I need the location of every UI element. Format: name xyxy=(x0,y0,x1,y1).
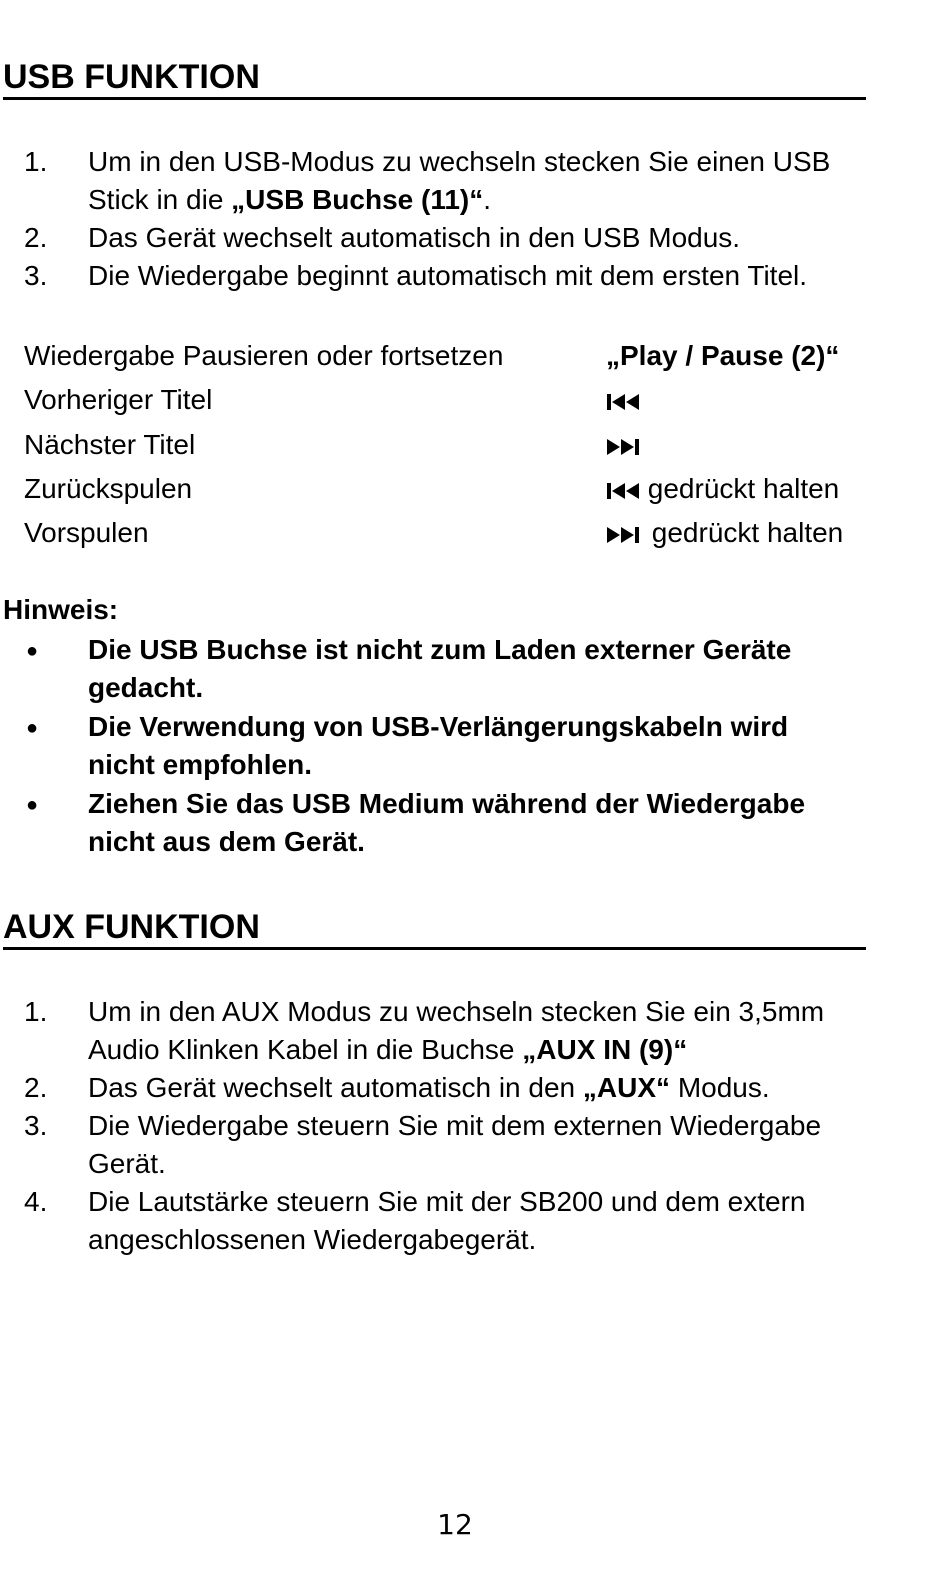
bullet-icon: ● xyxy=(26,717,39,739)
control-previous-label: Vorheriger Titel xyxy=(24,384,213,415)
aux-step-1-text: Audio Klinken Kabel in die Buchse xyxy=(88,1034,523,1065)
aux-step-2-number: 2. xyxy=(24,1072,48,1103)
control-pause-value: „Play / Pause (2)“ xyxy=(606,340,840,371)
next-track-icon xyxy=(606,436,644,458)
usb-step-1-line-2 xyxy=(88,184,491,216)
page-number: 12 xyxy=(437,1508,473,1541)
aux-step-2-line xyxy=(88,1072,770,1104)
note-2-line-1: Die Verwendung von USB-Verlängerungskabeln wird xyxy=(88,711,789,742)
control-pause-label: Wiedergabe Pausieren oder fortsetzen xyxy=(24,340,504,371)
aux-step-4-number: 4. xyxy=(24,1186,48,1217)
usb-step-1-text: Stick in die xyxy=(88,184,232,215)
control-previous-value xyxy=(606,384,640,416)
usb-step-3-text: Die Wiedergabe beginnt automatisch mit dem ersten Titel. xyxy=(88,260,808,291)
aux-step-1-number: 1. xyxy=(24,996,48,1027)
aux-step-4-line-1: Die Lautstärke steuern Sie mit der SB200 und dem extern xyxy=(88,1186,806,1217)
previous-track-icon xyxy=(606,480,640,502)
aux-step-3-line-2: Gerät. xyxy=(88,1148,166,1179)
usb-section-heading: USB FUNKTION xyxy=(3,60,866,100)
note-2-line-2: nicht empfohlen. xyxy=(88,749,312,780)
note-3-line-1: Ziehen Sie das USB Medium während der Wiedergabe xyxy=(88,788,806,819)
control-next-label: Nächster Titel xyxy=(24,429,196,460)
aux-step-2-text: Das Gerät wechselt automatisch in den xyxy=(88,1072,583,1103)
aux-socket-label: „AUX IN (9)“ xyxy=(522,1034,688,1065)
control-rewind-suffix: gedrückt halten xyxy=(640,473,840,504)
usb-step-1-end: . xyxy=(483,184,492,215)
aux-step-2-end: Modus. xyxy=(670,1072,770,1103)
aux-step-1-line-2 xyxy=(88,1034,687,1066)
aux-step-1-line-1: Um in den AUX Modus zu wechseln stecken Sie ein 3,5mm xyxy=(88,996,825,1027)
control-next-value xyxy=(606,429,644,461)
bullet-icon: ● xyxy=(26,640,39,662)
aux-mode-label: „AUX“ xyxy=(582,1072,671,1103)
note-title: Hinweis: xyxy=(3,594,119,625)
usb-step-3-number: 3. xyxy=(24,260,48,291)
control-forward-suffix: gedrückt halten xyxy=(644,517,844,548)
note-1-line-2: gedacht. xyxy=(88,672,204,703)
usb-step-2-number: 2. xyxy=(24,222,48,253)
aux-step-3-line-1: Die Wiedergabe steuern Sie mit dem externen Wiedergabe xyxy=(88,1110,822,1141)
next-track-icon xyxy=(606,524,644,546)
note-3-line-2: nicht aus dem Gerät. xyxy=(88,826,365,857)
control-rewind-label: Zurückspulen xyxy=(24,473,193,504)
usb-step-1-line-1: Um in den USB-Modus zu wechseln stecken Sie einen USB xyxy=(88,146,831,177)
aux-section-heading: AUX FUNKTION xyxy=(3,910,866,950)
usb-step-1-number: 1. xyxy=(24,146,48,177)
aux-step-3-number: 3. xyxy=(24,1110,48,1141)
note-1-line-1: Die USB Buchse ist nicht zum Laden externer Geräte xyxy=(88,634,792,665)
aux-step-4-line-2: angeschlossenen Wiedergabegerät. xyxy=(88,1224,537,1255)
usb-socket-label: „USB Buchse (11)“ xyxy=(231,184,484,215)
control-rewind-value xyxy=(606,473,839,505)
control-forward-value xyxy=(606,517,843,549)
usb-step-2-text: Das Gerät wechselt automatisch in den USB Modus. xyxy=(88,222,741,253)
previous-track-icon xyxy=(606,391,640,413)
bullet-icon: ● xyxy=(26,794,39,816)
control-forward-label: Vorspulen xyxy=(24,517,149,548)
